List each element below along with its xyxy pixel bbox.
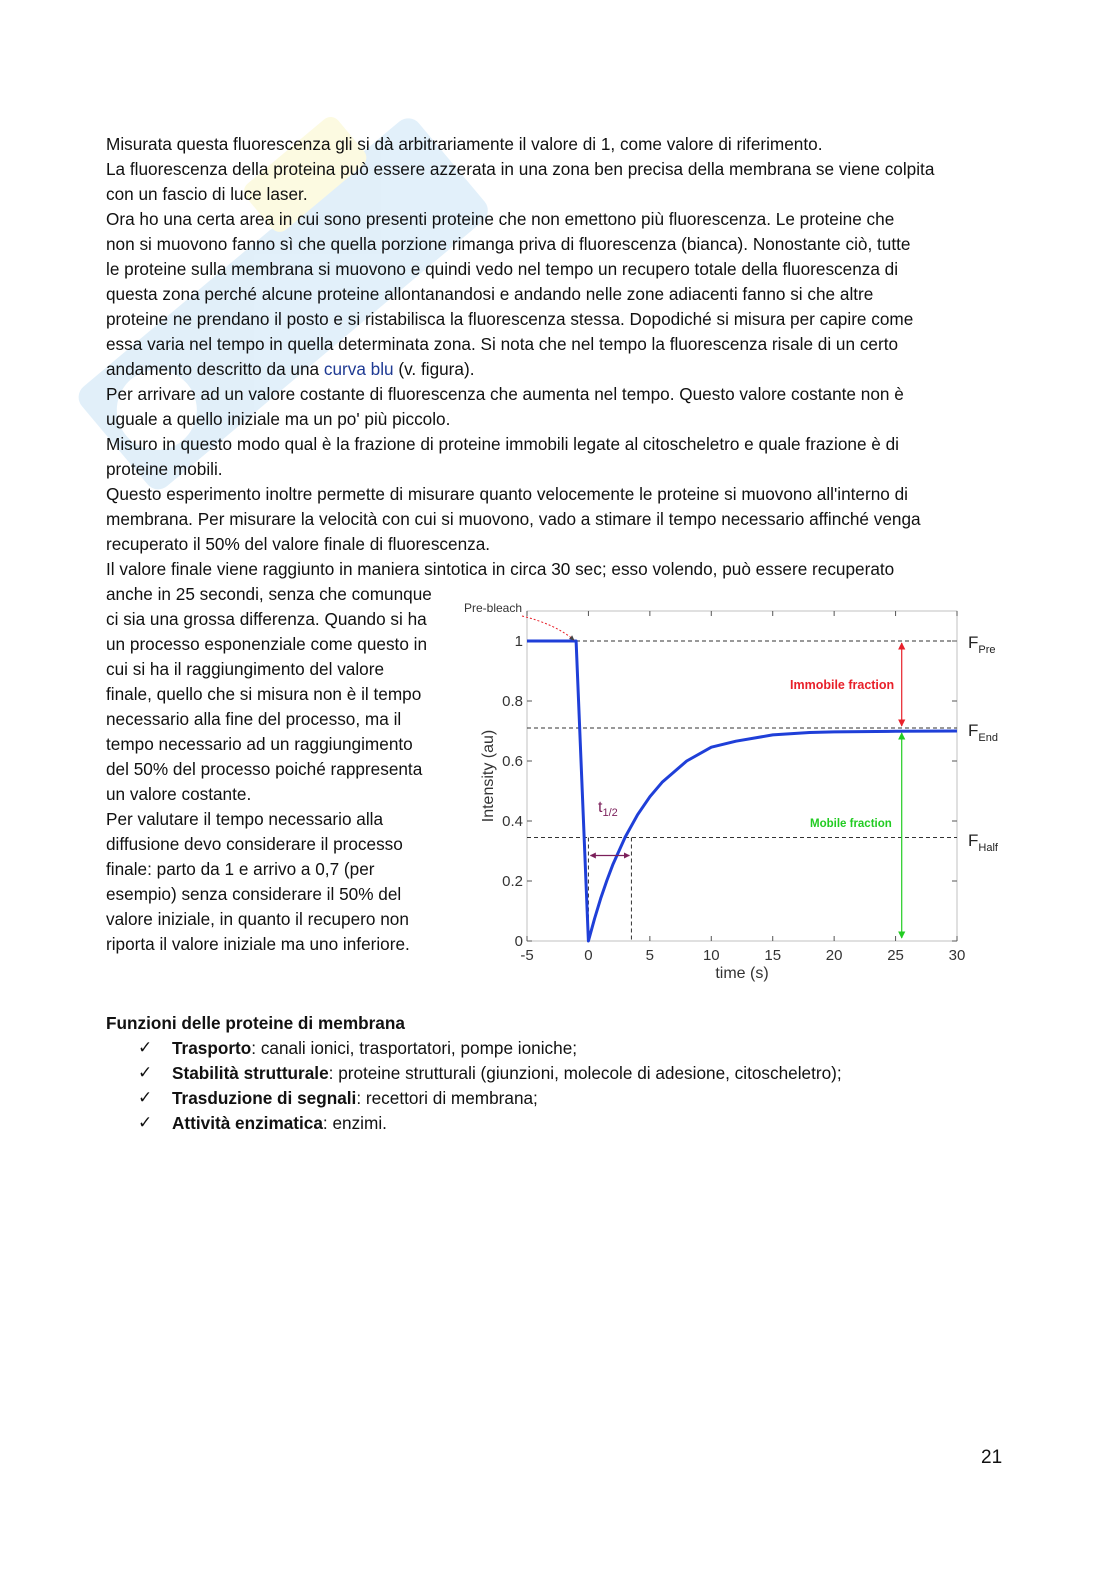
item-desc: : canali ionici, trasportatori, pompe ioniche; — [251, 1038, 578, 1058]
paragraph-line: proteine mobili. — [106, 459, 223, 479]
list-item — [138, 1111, 842, 1136]
paragraph-line: le proteine sulla membrana si muovono e quindi vedo nel tempo un recupero totale della fluorescenza di — [106, 259, 899, 279]
f-end-main: F — [968, 721, 979, 740]
paragraph-line: uguale a quello iniziale ma un po' più piccolo. — [106, 409, 451, 429]
x-tick-label: 30 — [948, 947, 966, 964]
paragraph-line: non si muovono fanno sì che quella porzione rimanga priva di fluorescenza (bianca). Nonostante ciò, tutte — [106, 234, 911, 254]
x-axis-label: time (s) — [715, 965, 769, 982]
paragraph-line: recuperato il 50% del valore finale di fluorescenza. — [106, 534, 491, 554]
list-item — [138, 1036, 842, 1061]
f-pre-label — [968, 633, 996, 656]
f-half-label — [968, 831, 999, 854]
frap-chart — [460, 596, 1020, 996]
item-term: Stabilità strutturale — [172, 1063, 329, 1083]
paragraph-line: anche in 25 secondi, senza che comunque — [106, 584, 432, 604]
mobile-fraction-label: Mobile fraction — [810, 818, 892, 830]
paragraph-line: finale, quello che si misura non è il tempo — [106, 684, 422, 704]
paragraph-line: con un fascio di luce laser. — [106, 184, 308, 204]
paragraph-line: Misurata questa fluorescenza gli si dà arbitrariamente il valore di 1, come valore di riferimento. — [106, 134, 823, 154]
paragraph-line: Questo esperimento inoltre permette di misurare quanto velocemente le proteine si muovono all'interno di — [106, 484, 908, 504]
t-half-main: t — [598, 799, 603, 816]
page-number: 21 — [981, 1447, 1003, 1468]
f-half-sub: Half — [978, 842, 998, 854]
list-item — [138, 1086, 842, 1111]
item-term: Trasporto — [172, 1038, 252, 1058]
y-tick-label: 0.8 — [502, 693, 523, 710]
y-tick-label: 0.4 — [502, 813, 523, 830]
text-span: andamento descritto da una — [106, 359, 324, 379]
plot-frame — [527, 611, 957, 941]
text-span: (v. figura). — [393, 359, 475, 379]
paragraph-line: questa zona perché alcune proteine allontanandosi e andando nelle zone adiacenti fanno si che altre — [106, 284, 874, 304]
paragraph-line: cui si ha il raggiungimento del valore — [106, 659, 385, 679]
checkmark-icon: ✓ — [138, 1063, 153, 1083]
paragraph-line: necessario alla fine del processo, ma il — [106, 709, 402, 729]
list-item — [138, 1061, 842, 1086]
paragraph-line: un processo esponenziale come questo in — [106, 634, 428, 654]
checkmark-icon: ✓ — [138, 1088, 153, 1108]
paragraph-line: ci sia una grossa differenza. Quando si ha — [106, 609, 427, 629]
x-tick-label: 0 — [584, 947, 593, 964]
paragraph-line: del 50% del processo poiché rappresenta — [106, 759, 423, 779]
paragraph-line: esempio) senza considerare il 50% del — [106, 884, 402, 904]
paragraph-line: Misuro in questo modo qual è la frazione di proteine immobili legate al citoscheletro e quale frazione è di — [106, 434, 899, 454]
y-tick-label: 0.2 — [502, 873, 523, 890]
function-list — [138, 1036, 842, 1136]
x-tick-label: 5 — [645, 947, 655, 964]
paragraph-line: La fluorescenza della proteina può essere azzerata in una zona ben precisa della membrana se viene colpita — [106, 159, 935, 179]
paragraph-line: un valore costante. — [106, 784, 252, 804]
paragraph-line: valore iniziale, in quanto il recupero non — [106, 909, 409, 929]
x-tick-label: 10 — [702, 947, 720, 964]
x-tick-label: 25 — [887, 947, 904, 964]
y-tick-label: 1 — [514, 633, 523, 650]
paragraph-line: finale: parto da 1 e arrivo a 0,7 (per — [106, 859, 375, 879]
x-tick-label: 15 — [764, 947, 782, 964]
item-term: Trasduzione di segnali — [172, 1088, 357, 1108]
f-pre-main: F — [968, 633, 979, 652]
checkmark-icon: ✓ — [138, 1113, 153, 1133]
x-tick-label: 20 — [825, 947, 843, 964]
checkmark-icon: ✓ — [138, 1038, 153, 1058]
item-desc: : proteine strutturali (giunzioni, molecole di adesione, citoscheletro); — [328, 1063, 842, 1083]
paragraph-line: Per arrivare ad un valore costante di fluorescenza che aumenta nel tempo. Questo valore costante non è — [106, 384, 904, 404]
blue-curve-ref: curva blu — [323, 359, 394, 379]
item-desc: : enzimi. — [322, 1113, 387, 1133]
y-tick-label: 0 — [514, 933, 523, 950]
y-axis-label: Intensity (au) — [480, 729, 497, 823]
paragraph-line: essa varia nel tempo in quella determinata zona. Si nota che nel tempo la fluorescenza risale di un certo — [106, 334, 899, 354]
x-tick-label: -5 — [520, 947, 534, 964]
section-title: Funzioni delle proteine di membrana — [106, 1013, 405, 1033]
paragraph-line — [106, 357, 474, 382]
item-desc: : recettori di membrana; — [356, 1088, 538, 1108]
paragraph-line: Ora ho una certa area in cui sono presenti proteine che non emettono più fluorescenza. Le proteine che — [106, 209, 895, 229]
f-end-sub: End — [978, 732, 998, 744]
f-half-main: F — [968, 831, 979, 850]
paragraph-line: Il valore finale viene raggiunto in maniera sintotica in circa 30 sec; esso volendo, può essere recuperato — [106, 559, 895, 579]
paragraph-line: Per valutare il tempo necessario alla — [106, 809, 384, 829]
paragraph-line: diffusione devo considerare il processo — [106, 834, 403, 854]
item-term: Attività enzimatica — [172, 1113, 323, 1133]
f-pre-sub: Pre — [978, 644, 996, 656]
paragraph-line: riporta il valore iniziale ma uno inferiore. — [106, 934, 410, 954]
paragraph-line: tempo necessario ad un raggiungimento — [106, 734, 413, 754]
y-tick-label: 0.6 — [502, 753, 523, 770]
pre-bleach-label: Pre-bleach — [464, 601, 523, 615]
t-half-sub: 1/2 — [602, 807, 618, 819]
paragraph-line: proteine ne prendano il posto e si ristabilisca la fluorescenza stessa. Dopodiché si misura per capire come — [106, 309, 914, 329]
f-end-label — [968, 721, 998, 744]
paragraph-line: membrana. Per misurare la velocità con cui si muovono, vado a stimare il tempo necessario affinché venga — [106, 509, 921, 529]
immobile-fraction-label: Immobile fraction — [790, 678, 895, 692]
